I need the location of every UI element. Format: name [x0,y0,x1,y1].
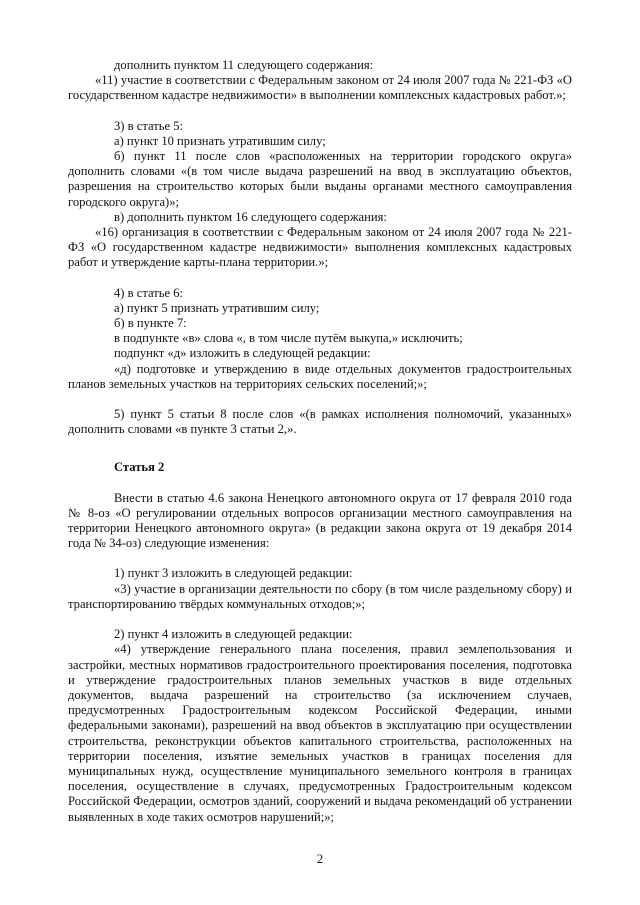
article-heading: Статья 2 [114,460,165,475]
paragraph: «11) участие в соответствии с Федеральным законом от 24 июля 2007 года № 221-ФЗ «О государственном кадастре недвижимости» в выполнении комплексных кадастровых работ.»; [68,73,572,103]
paragraph: 1) пункт 3 изложить в следующей редакции: [114,566,353,581]
paragraph: а) пункт 5 признать утратившим силу; [114,300,320,315]
paragraph: 3) в статье 5: [114,118,184,133]
paragraph: «д) подготовке и утверждению в виде отдельных документов градостроительных планов земельных участков на территориях сельских поселений;»; [68,361,572,391]
page-number: 2 [316,851,324,866]
paragraph: дополнить пунктом 11 следующего содержания: [114,58,374,72]
paragraph: 4) в статье 6: [114,285,184,300]
paragraph: 5) пункт 5 статьи 8 после слов «(в рамках исполнения полномочий, указанных» дополнить словами «в пункте 3 статьи 2,». [68,407,572,437]
paragraph: б) в пункте 7: [114,316,187,331]
paragraph: Внести в статью 4.6 закона Ненецкого автономного округа от 17 февраля 2010 года № 8-оз «О регулировании отдельных вопросов организации местного самоуправления на территории Ненецкого автономного округа» (в редакции закона округа от 19 декабря 2014 года № 34-оз) следующие изменения: [68,490,572,551]
paragraph: подпункт «д» изложить в следующей редакции: [114,346,371,361]
paragraph: в подпункте «в» слова «, в том числе путём выкупа,» исключить; [114,331,463,346]
paragraph: «3) участие в организации деятельности по сбору (в том числе раздельному сбору) и транспортированию твёрдых коммунальных отходов;»; [68,581,572,611]
paragraph: «4) утверждение генерального плана поселения, правил землепользования и застройки, местных нормативов градостроительного проектирования поселения, подготовка и утверждение градостроительных планов земельных участков в виде отдельных документов, выдача разрешений на строительство (за исключением случаев, предусмотренных Градостроительным кодексом Российской Федерации, иными федеральными законами), разрешений на ввод объектов в эксплуатацию при осуществлении строительства, реконструкции объектов капитального строительства, расположенных на территории поселения, изъятие земельных участков в границах поселения для муниципальных нужд, осуществление муниципального земельного контроля в границах поселения, осуществление в случаях, предусмотренных Градостроительным кодексом Российской Федерации, осмотров зданий, сооружений и выдача рекомендаций об устранении выявленных в ходе таких осмотров нарушений;»; [68,642,572,824]
document-body [68,58,572,825]
paragraph: в) дополнить пунктом 16 следующего содержания: [114,209,387,224]
paragraph: «16) организация в соответствии с Федеральным законом от 24 июля 2007 года № 221-ФЗ «О государственном кадастре недвижимости» выполнения комплексных кадастровых работ и утверждение карты-плана территории.»; [68,225,572,270]
paragraph: а) пункт 10 признать утратившим силу; [114,133,326,148]
paragraph: б) пункт 11 после слов «расположенных на территории городского округа» дополнить словами «(в том числе выдача разрешений на ввод в эксплуатацию объектов, разрешения на строительство которых были выданы органами местного самоуправления городского округа)»; [68,149,572,209]
paragraph: 2) пункт 4 изложить в следующей редакции: [114,627,353,642]
